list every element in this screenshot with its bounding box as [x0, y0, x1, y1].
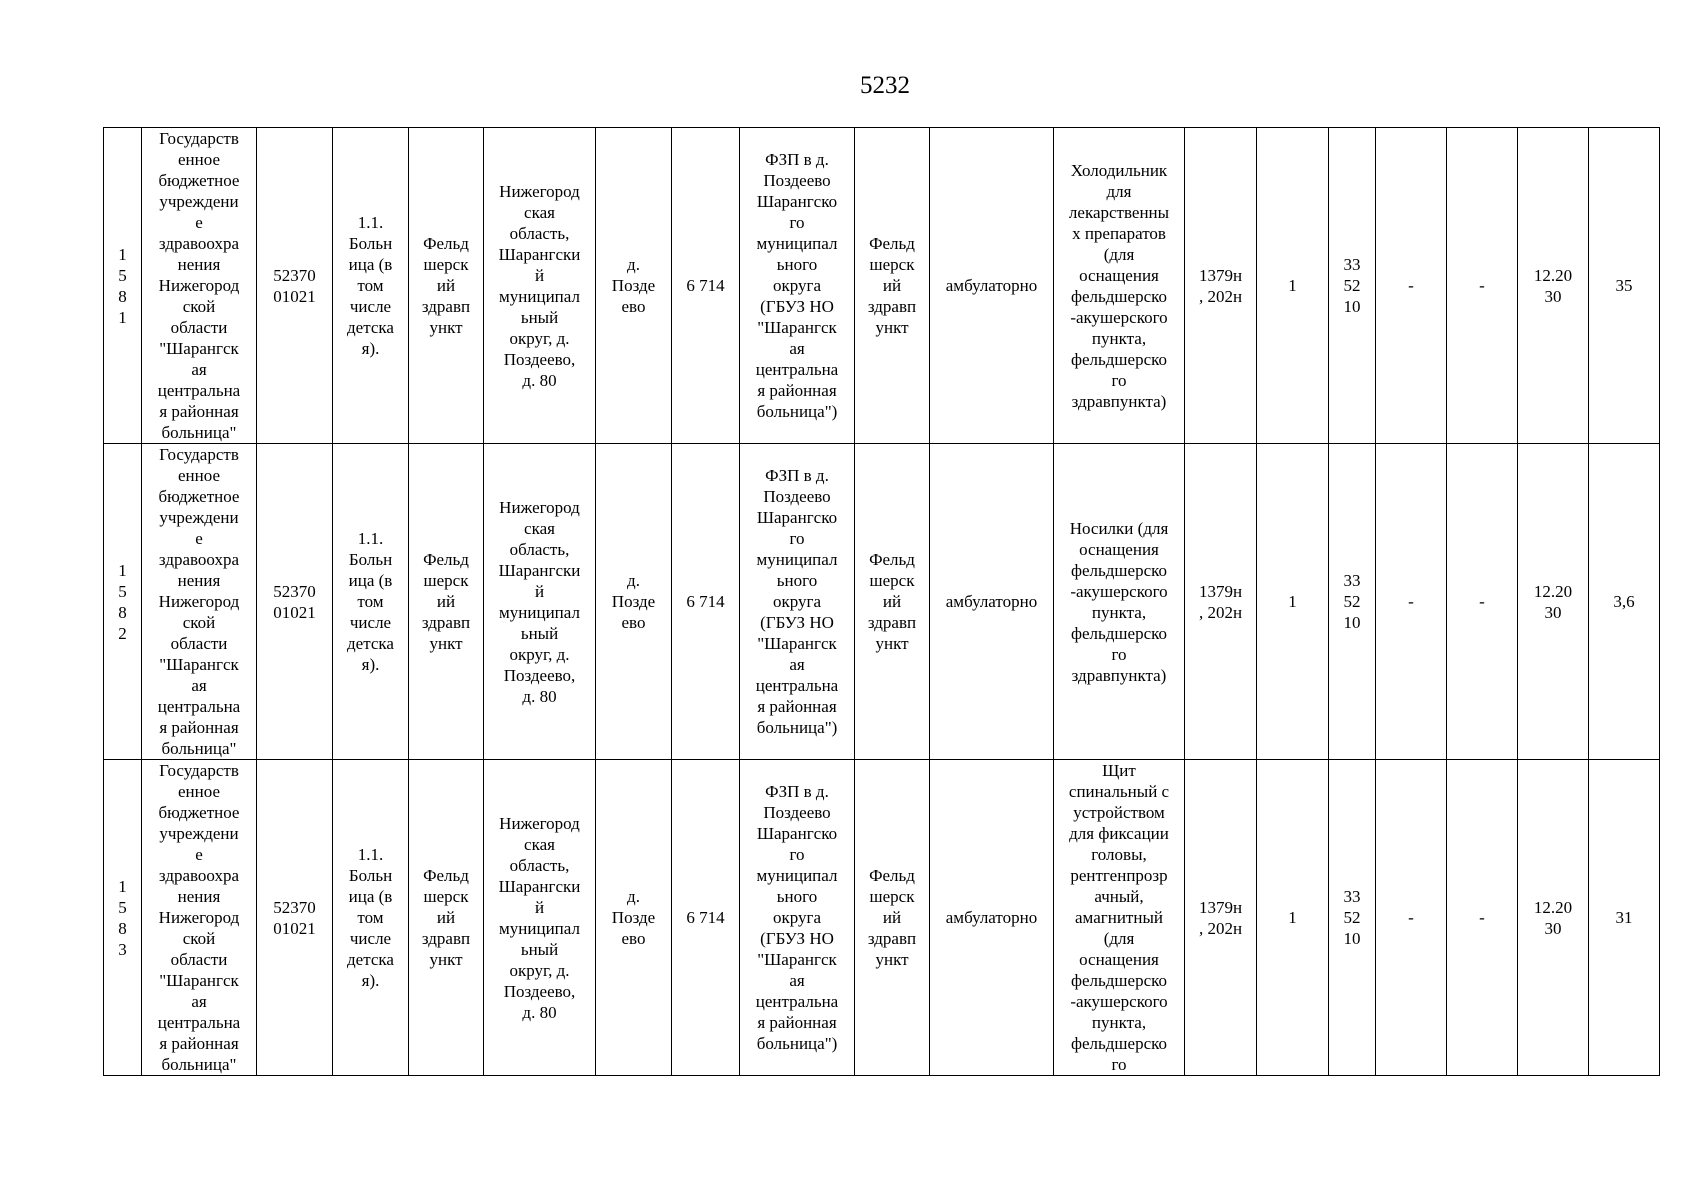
table-row	[104, 760, 1660, 1076]
cell-unit-2: Фельд шерск ий здравп ункт	[855, 760, 930, 1076]
cell-facility-type: 1.1. Больн ица (в том числе детска я).	[333, 444, 409, 760]
cell-dash-1: -	[1376, 760, 1447, 1076]
cell-locality: д. Позде ево	[596, 760, 672, 1076]
cell-care-form: амбулаторно	[930, 444, 1054, 760]
cell-okpd: 33 52 10	[1329, 760, 1376, 1076]
cell-code: 52370 01021	[257, 128, 333, 444]
cell-facility-name: ФЗП в д. Поздеево Шарангско го муниципал ьного округа (ГБУЗ НО "Шарангск ая центральна я районная больница")	[740, 760, 855, 1076]
cell-order: 1379н , 202н	[1185, 444, 1257, 760]
cell-order: 1379н , 202н	[1185, 760, 1257, 1076]
cell-address: Нижегород ская область, Шарангски й муниципал ьный округ, д. Поздеево, д. 80	[484, 760, 596, 1076]
cell-dash-2: -	[1447, 128, 1518, 444]
cell-date: 12.20 30	[1518, 760, 1589, 1076]
cell-unit: Фельд шерск ий здравп ункт	[409, 128, 484, 444]
cell-date: 12.20 30	[1518, 444, 1589, 760]
cell-unit: Фельд шерск ий здравп ункт	[409, 760, 484, 1076]
cell-value: 31	[1589, 760, 1660, 1076]
cell-code: 52370 01021	[257, 444, 333, 760]
cell-okpd: 33 52 10	[1329, 128, 1376, 444]
equipment-table	[103, 127, 1660, 1076]
table-row	[104, 128, 1660, 444]
page-number: 5232	[860, 72, 910, 99]
cell-order: 1379н , 202н	[1185, 128, 1257, 444]
cell-okato: 6 714	[672, 760, 740, 1076]
cell-locality: д. Позде ево	[596, 128, 672, 444]
cell-care-form: амбулаторно	[930, 760, 1054, 1076]
cell-unit-2: Фельд шерск ий здравп ункт	[855, 444, 930, 760]
cell-address: Нижегород ская область, Шарангски й муниципал ьный округ, д. Поздеево, д. 80	[484, 444, 596, 760]
cell-quantity: 1	[1257, 760, 1329, 1076]
cell-value: 3,6	[1589, 444, 1660, 760]
cell-dash-1: -	[1376, 128, 1447, 444]
cell-code: 52370 01021	[257, 760, 333, 1076]
cell-okato: 6 714	[672, 128, 740, 444]
cell-care-form: амбулаторно	[930, 128, 1054, 444]
cell-okpd: 33 52 10	[1329, 444, 1376, 760]
table-row	[104, 444, 1660, 760]
cell-dash-1: -	[1376, 444, 1447, 760]
cell-row-number: 1 5 8 1	[104, 128, 142, 444]
cell-row-number: 1 5 8 2	[104, 444, 142, 760]
cell-address: Нижегород ская область, Шарангски й муниципал ьный округ, д. Поздеево, д. 80	[484, 128, 596, 444]
cell-unit: Фельд шерск ий здравп ункт	[409, 444, 484, 760]
cell-organization: Государств енное бюджетное учреждени е здравоохра нения Нижегород ской области "Шарангск ая центральна я районная больница"	[142, 444, 257, 760]
cell-locality: д. Позде ево	[596, 444, 672, 760]
cell-date: 12.20 30	[1518, 128, 1589, 444]
cell-dash-2: -	[1447, 444, 1518, 760]
cell-equipment: Холодильник для лекарственны х препаратов (для оснащения фельдшерско -акушерского пункта, фельдшерско го здравпункта)	[1054, 128, 1185, 444]
cell-organization: Государств енное бюджетное учреждени е здравоохра нения Нижегород ской области "Шарангск ая центральна я районная больница"	[142, 760, 257, 1076]
cell-facility-type: 1.1. Больн ица (в том числе детска я).	[333, 128, 409, 444]
cell-value: 35	[1589, 128, 1660, 444]
cell-quantity: 1	[1257, 128, 1329, 444]
cell-facility-name: ФЗП в д. Поздеево Шарангско го муниципал ьного округа (ГБУЗ НО "Шарангск ая центральна я районная больница")	[740, 128, 855, 444]
cell-equipment: Щит спинальный с устройством для фиксации головы, рентгенпрозр ачный, амагнитный (для оснащения фельдшерско -акушерского пункта, фельдшерско го	[1054, 760, 1185, 1076]
cell-facility-type: 1.1. Больн ица (в том числе детска я).	[333, 760, 409, 1076]
cell-okato: 6 714	[672, 444, 740, 760]
cell-facility-name: ФЗП в д. Поздеево Шарангско го муниципал ьного округа (ГБУЗ НО "Шарангск ая центральна я районная больница")	[740, 444, 855, 760]
cell-quantity: 1	[1257, 444, 1329, 760]
cell-unit-2: Фельд шерск ий здравп ункт	[855, 128, 930, 444]
cell-equipment: Носилки (для оснащения фельдшерско -акушерского пункта, фельдшерско го здравпункта)	[1054, 444, 1185, 760]
cell-row-number: 1 5 8 3	[104, 760, 142, 1076]
cell-dash-2: -	[1447, 760, 1518, 1076]
cell-organization: Государств енное бюджетное учреждени е здравоохра нения Нижегород ской области "Шарангск ая центральна я районная больница"	[142, 128, 257, 444]
